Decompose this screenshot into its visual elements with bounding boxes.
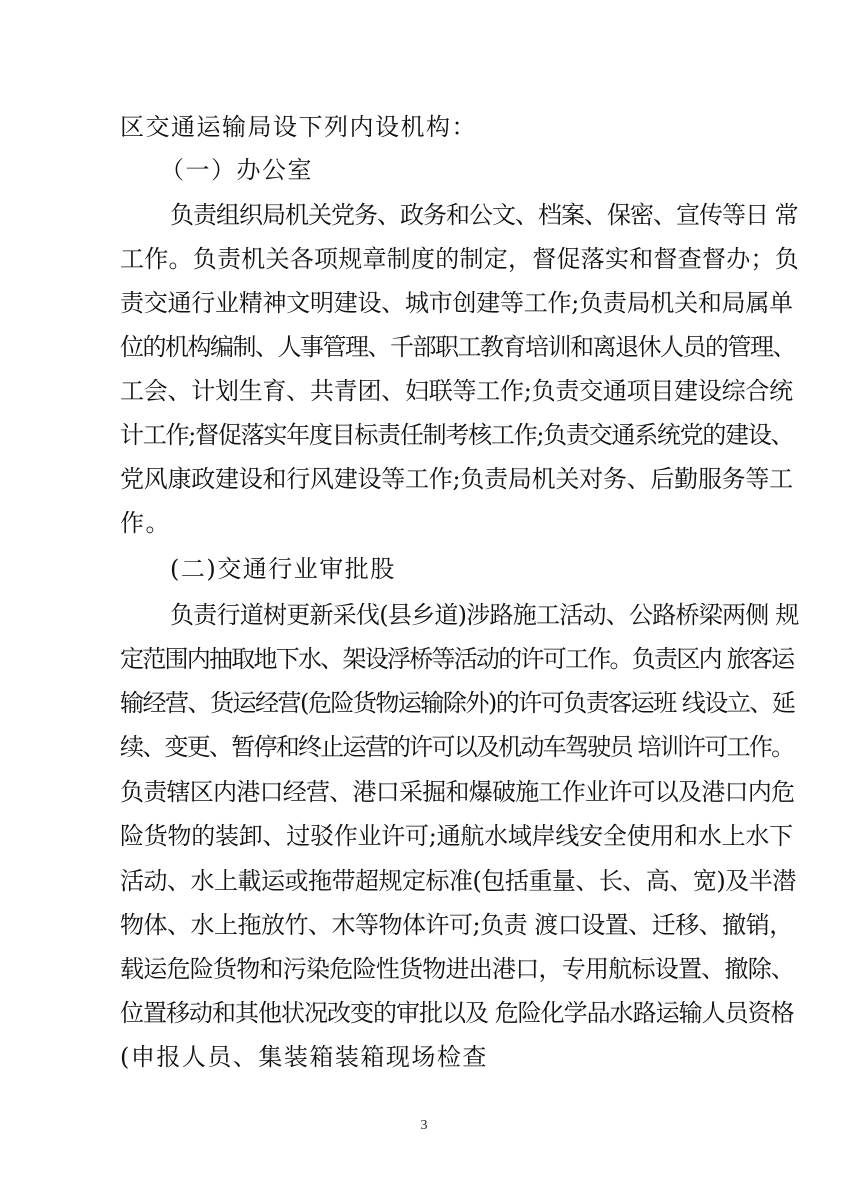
text-line: 工会、计划生育、共青团、妇联等工作;负责交通项目建设综合统 bbox=[120, 377, 793, 405]
text-line: 位置移动和其他状况改变的审批以及 危险化学品水路运输人员资格 bbox=[120, 999, 794, 1027]
text-line: 续、变更、暂停和终止运营的许可以及机动车驾驶员 培训许可工作。 bbox=[120, 733, 794, 761]
text-line: 作。 bbox=[120, 509, 171, 537]
text-line: 输经营、货运经营(危险货物运输除外)的许可负责客运班 线设立、延 bbox=[120, 689, 795, 717]
text-line: 负责组织局机关党务、政务和公文、档案、保密、宣传等日 常 bbox=[170, 201, 798, 229]
text-line: 物体、水上拖放竹、木等物体许可;负责 渡口设置、迁移、撤销， bbox=[120, 911, 793, 939]
text-line: (申报人员、集装箱装箱现场检查 bbox=[120, 1043, 488, 1071]
text-line: 责交通行业精神文明建设、城市创建等工作;负责局机关和局属单 bbox=[120, 289, 793, 317]
text-line: 位的机构编制、人事管理、千部职工教育培训和离退休人员的管理、 bbox=[120, 333, 795, 361]
text-line-intro: 区交通运输局设下列内设机构： bbox=[120, 113, 477, 141]
section-heading-approval: (二)交通行业审批股 bbox=[170, 555, 396, 583]
text-line: 党风康政建设和行风建设等工作;负责局机关对务、后勤服务等工 bbox=[120, 465, 793, 493]
text-line: 工作。负责机关各项规章制度的制定，督促落实和督查督办；负 bbox=[120, 245, 799, 273]
text-line: 活动、水上載运或拖带超规定标准(包括重量、长、高、宽)及半潜 bbox=[120, 867, 796, 895]
text-line: 负责辖区内港口经营、港口采掘和爆破施工作业许可以及港口内危 bbox=[120, 778, 795, 806]
text-line: 载运危险货物和污染危险性货物进出港口，专用航标设置、撤除、 bbox=[120, 955, 795, 983]
text-line: 险货物的装卸、过驳作业许可;通航水域岸线安全使用和水上水下 bbox=[120, 822, 793, 850]
text-line: 计工作;督促落实年度目标责任制考核工作;负责交通系统党的建设、 bbox=[120, 421, 794, 449]
text-line: 定范围内抽取地下水、架设浮桥等活动的许可工作。负责区内 旅客运 bbox=[120, 645, 794, 673]
page-number: 3 bbox=[420, 1118, 428, 1133]
section-heading-office: （一）办公室 bbox=[160, 156, 313, 184]
text-line: 负责行道树更新采伐(县乡道)涉路施工活动、公路桥梁两侧 规 bbox=[170, 601, 799, 629]
